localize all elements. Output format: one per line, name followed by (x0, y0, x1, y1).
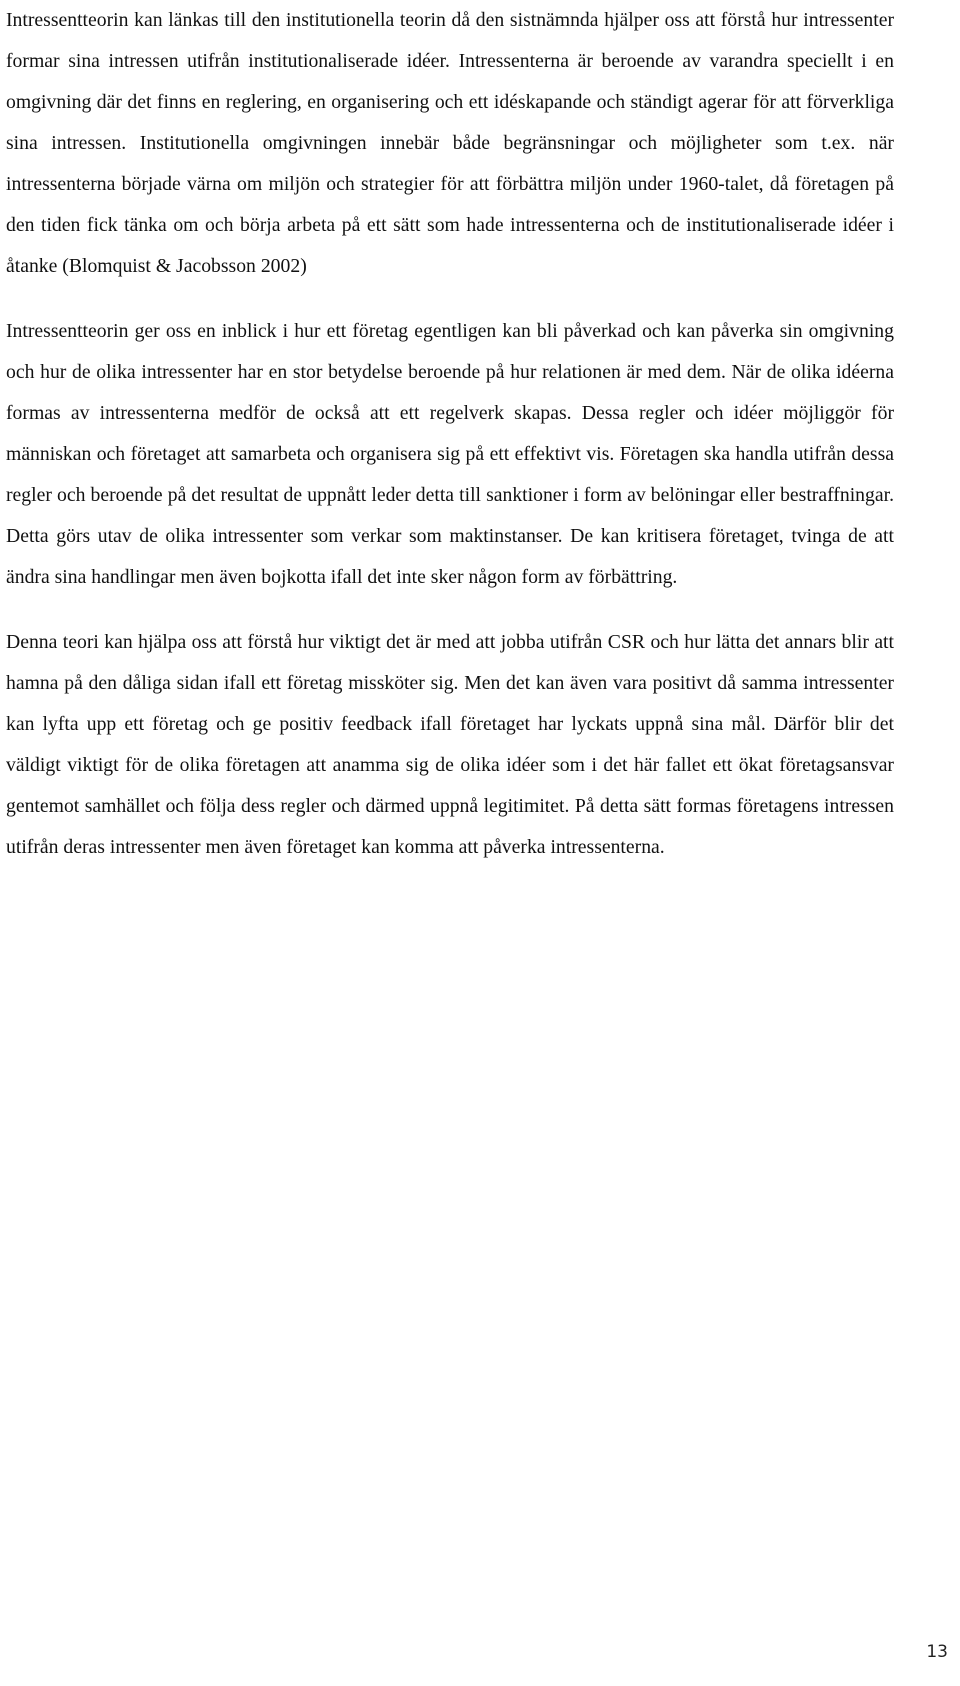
page-number: 13 (926, 1642, 948, 1662)
body-text (6, 0, 894, 868)
paragraph-2: Intressentteorin ger oss en inblick i hur ett företag egentligen kan bli påverkad och kan påverka sin omgivning och hur de olika intressenter har en stor betydelse beroende på hur relationen är med dem. När de olika idéerna formas av intressenterna medför de också att ett regelverk skapas. Dessa regler och idéer möjliggör för människan och företaget att samarbeta och organisera sig på ett effektivt vis. Företagen ska handla utifrån dessa regler och beroende på det resultat de uppnått leder detta till sanktioner i form av belöningar eller bestraffningar. Detta görs utav de olika intressenter som verkar som maktinstanser. De kan kritisera företaget, tvinga de att ändra sina handlingar men även bojkotta ifall det inte sker någon form av förbättring. (6, 320, 894, 588)
paragraph-1: Intressentteorin kan länkas till den institutionella teorin då den sistnämnda hjälper oss att förstå hur intressenter formar sina intressen utifrån institutionaliserade idéer. Intressenterna är beroende av varandra speciellt i en omgivning där det finns en reglering, en organisering och ett idéskapande och ständigt agerar för att förverkliga sina intressen. Institutionella omgivningen innebär både begränsningar och möjligheter som t.ex. när intressenterna började värna om miljön och strategier för att förbättra miljön under 1960-talet, då företagen på den tiden fick tänka om och börja arbeta på ett sätt som hade intressenterna och de institutionaliserade idéer i åtanke (Blomquist & Jacobsson 2002) (6, 9, 894, 277)
paragraph-3: Denna teori kan hjälpa oss att förstå hur viktigt det är med att jobba utifrån CSR och hur lätta det annars blir att hamna på den dåliga sidan ifall ett företag missköter sig. Men det kan även vara positivt då samma intressenter kan lyfta upp ett företag och ge positiv feedback ifall företaget har lyckats uppnå sina mål. Därför blir det väldigt viktigt för de olika företagen att anamma sig de olika idéer som i det här fallet ett ökat företagsansvar gentemot samhället och följa dess regler och därmed uppnå legitimitet. På detta sätt formas företagens intressen utifrån deras intressenter men även företaget kan komma att påverka intressenterna. (6, 631, 894, 858)
